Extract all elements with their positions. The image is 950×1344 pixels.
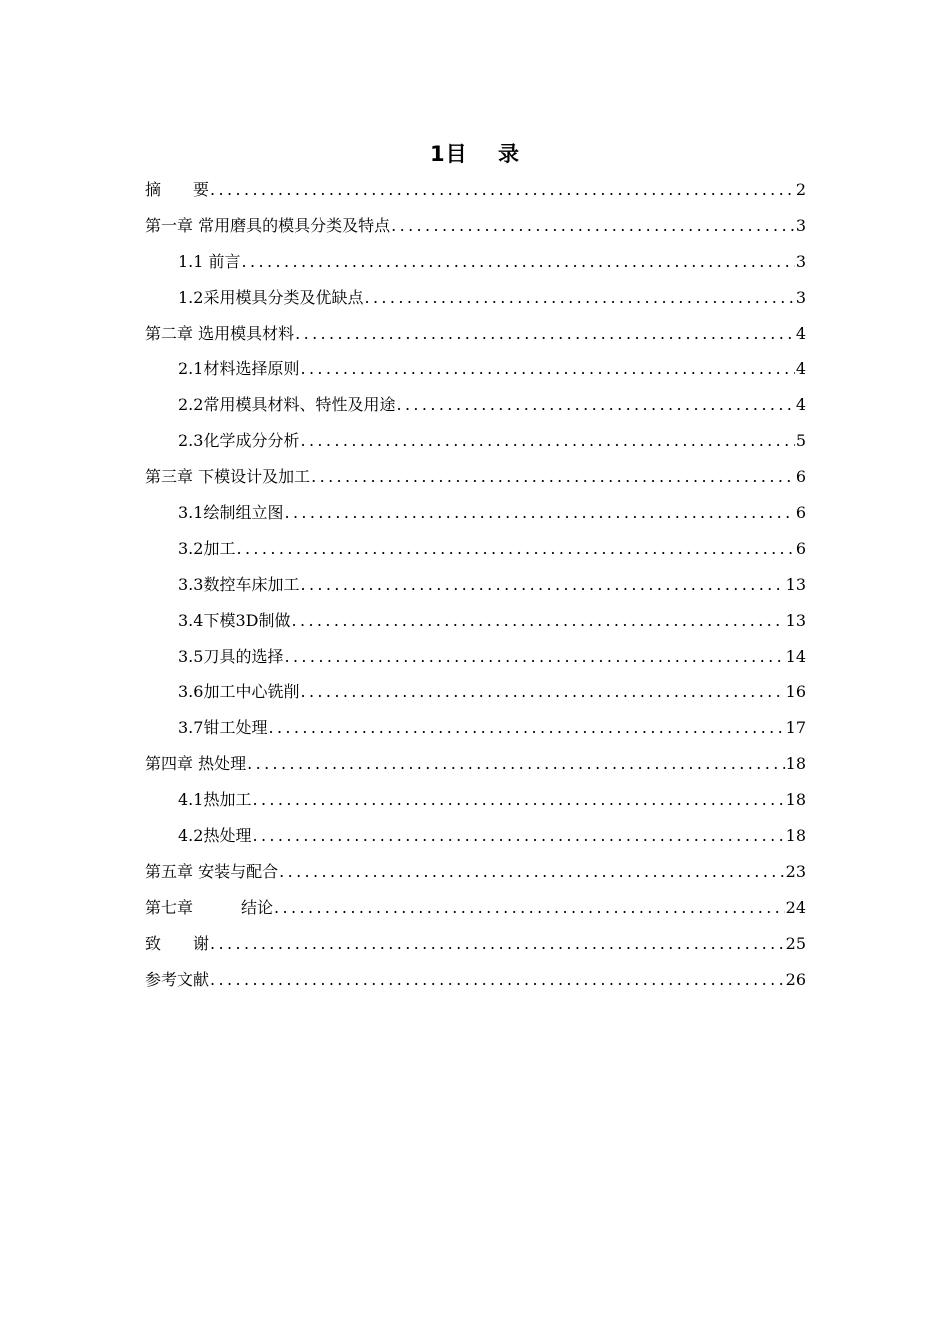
toc-entry-page-number: 6 xyxy=(795,538,806,558)
toc-entry[interactable] xyxy=(145,495,806,531)
toc-leader-dots xyxy=(247,746,785,782)
toc-entry[interactable] xyxy=(145,244,806,280)
toc-entry-label: 3.2加工 xyxy=(178,538,236,558)
toc-entry-page-number: 4 xyxy=(795,395,806,415)
toc-entry-page-number: 4 xyxy=(795,359,806,379)
toc-entry-label: 3.4下模3D制做 xyxy=(178,610,291,630)
toc-entry-label: 摘 要 xyxy=(145,180,210,199)
toc-leader-dots xyxy=(242,244,795,280)
toc-entry[interactable] xyxy=(145,172,806,208)
toc-entry-page-number: 2 xyxy=(795,180,806,199)
toc-leader-dots xyxy=(311,459,795,495)
toc-entry-label: 致 谢 xyxy=(145,933,210,953)
toc-leader-dots xyxy=(300,351,794,387)
toc-entry[interactable] xyxy=(145,423,806,459)
toc-leader-dots xyxy=(252,782,784,818)
toc-entry-page-number: 4 xyxy=(795,323,806,343)
toc-entry-label: 2.3化学成分分析 xyxy=(178,431,300,451)
toc-entry-page-number: 16 xyxy=(785,682,806,702)
toc-entry[interactable] xyxy=(145,603,806,639)
toc-entry-label: 第二章 选用模具材料 xyxy=(145,323,295,343)
toc-entry[interactable] xyxy=(145,854,806,890)
toc-entry-page-number: 3 xyxy=(795,287,806,307)
toc-entry-label: 3.7钳工处理 xyxy=(178,718,268,738)
toc-entry-page-number: 25 xyxy=(785,933,806,953)
toc-leader-dots xyxy=(291,603,784,639)
toc-entry-page-number: 17 xyxy=(785,718,806,738)
toc-entry-page-number: 3 xyxy=(795,215,806,235)
toc-leader-dots xyxy=(300,567,784,603)
toc-entry[interactable] xyxy=(145,962,806,998)
toc-leader-dots xyxy=(210,926,785,962)
toc-entry-label: 1.1 前言 xyxy=(178,251,241,271)
table-of-contents xyxy=(145,172,806,997)
toc-leader-dots xyxy=(236,531,794,567)
toc-leader-dots xyxy=(274,890,785,926)
toc-entry-label: 4.1热加工 xyxy=(178,790,252,810)
toc-entry-label: 第五章 安装与配合 xyxy=(145,861,279,881)
toc-entry-label: 参考文献 xyxy=(145,969,210,989)
toc-entry-page-number: 3 xyxy=(795,251,806,271)
toc-entry-label: 第四章 热处理 xyxy=(145,754,247,774)
toc-entry-page-number: 13 xyxy=(785,610,806,630)
toc-entry[interactable] xyxy=(145,710,806,746)
toc-entry-label: 3.5刀具的选择 xyxy=(178,646,284,666)
toc-entry-label: 3.6加工中心铣削 xyxy=(178,682,300,702)
toc-entry[interactable] xyxy=(145,567,806,603)
toc-entry-page-number: 23 xyxy=(785,861,806,881)
toc-entry[interactable] xyxy=(145,674,806,710)
toc-leader-dots xyxy=(391,208,795,244)
toc-leader-dots xyxy=(252,818,784,854)
toc-leader-dots xyxy=(364,280,794,316)
toc-leader-dots xyxy=(284,495,794,531)
toc-entry-label: 1.2采用模具分类及优缺点 xyxy=(178,287,364,307)
toc-entry[interactable] xyxy=(145,351,806,387)
toc-entry-label: 第七章 结论 xyxy=(145,897,274,917)
toc-entry[interactable] xyxy=(145,316,806,352)
toc-entry[interactable] xyxy=(145,890,806,926)
toc-entry-label: 4.2热处理 xyxy=(178,826,252,846)
toc-leader-dots xyxy=(396,387,794,423)
toc-leader-dots xyxy=(210,172,795,208)
toc-leader-dots xyxy=(268,710,784,746)
toc-entry-label: 3.3数控车床加工 xyxy=(178,574,300,594)
toc-leader-dots xyxy=(284,639,784,675)
toc-title: 1目 录 xyxy=(430,142,520,166)
toc-entry[interactable] xyxy=(145,639,806,675)
toc-entry[interactable] xyxy=(145,782,806,818)
toc-entry[interactable] xyxy=(145,926,806,962)
toc-leader-dots xyxy=(300,674,784,710)
toc-leader-dots xyxy=(210,962,785,998)
toc-entry-label: 2.1材料选择原则 xyxy=(178,359,300,379)
toc-entry[interactable] xyxy=(145,746,806,782)
toc-entry-label: 2.2常用模具材料、特性及用途 xyxy=(178,395,396,415)
toc-entry-page-number: 14 xyxy=(785,646,806,666)
toc-entry-label: 第一章 常用磨具的模具分类及特点 xyxy=(145,215,391,235)
toc-entry-page-number: 18 xyxy=(785,790,806,810)
toc-entry-page-number: 5 xyxy=(795,431,806,451)
toc-entry-page-number: 26 xyxy=(785,969,806,989)
toc-leader-dots xyxy=(300,423,794,459)
toc-entry-page-number: 6 xyxy=(795,467,806,487)
toc-entry[interactable] xyxy=(145,387,806,423)
toc-entry-page-number: 24 xyxy=(785,897,806,917)
toc-entry[interactable] xyxy=(145,818,806,854)
toc-entry[interactable] xyxy=(145,208,806,244)
toc-entry[interactable] xyxy=(145,531,806,567)
toc-entry-label: 3.1绘制组立图 xyxy=(178,503,284,523)
toc-entry-page-number: 18 xyxy=(785,826,806,846)
toc-entry-page-number: 6 xyxy=(795,503,806,523)
toc-entry-page-number: 18 xyxy=(785,754,806,774)
toc-entry[interactable] xyxy=(145,459,806,495)
toc-leader-dots xyxy=(279,854,785,890)
toc-entry[interactable] xyxy=(145,280,806,316)
toc-entry-label: 第三章 下模设计及加工 xyxy=(145,467,311,487)
toc-leader-dots xyxy=(295,316,795,352)
toc-entry-page-number: 13 xyxy=(785,574,806,594)
